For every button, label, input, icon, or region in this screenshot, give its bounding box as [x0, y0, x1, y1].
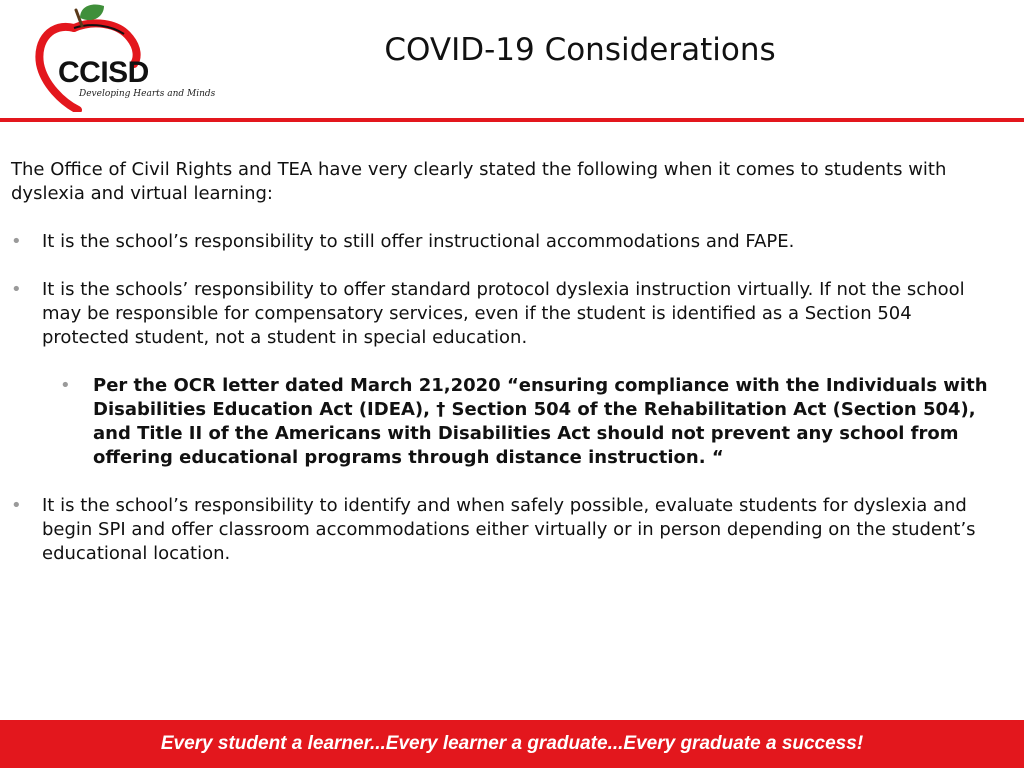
logo-name: CCISD	[58, 56, 149, 89]
footer-slogan: Every student a learner...Every learner a graduate...Every graduate a success!	[160, 733, 864, 754]
bullet-text: It is the school’s responsibility to still offer instructional accommodations and FAPE.	[42, 231, 795, 252]
slide-content	[11, 158, 1001, 566]
bullet-text: It is the schools’ responsibility to offer standard protocol dyslexia instruction virtually. If not the school may be responsible for compensatory services, even if the student is identified as a Section 504 protected student, not a student in special education.	[42, 279, 965, 348]
logo-tagline: Developing Hearts and Minds	[79, 89, 216, 99]
header-divider	[0, 118, 1024, 122]
list-item	[11, 230, 1001, 254]
bullet-icon: •	[11, 231, 22, 252]
footer-banner	[0, 720, 1024, 768]
ccisd-logo	[34, 4, 216, 112]
bullet-text: Per the OCR letter dated March 21,2020 “ensuring compliance with the Individuals with Disabilities Education Act (IDEA), † Section 504 of the Rehabilitation Act (Section 504), and Title II of the Americans with Disabilities Act should not prevent any school from offering educational programs through distance instruction. “	[93, 375, 988, 468]
list-item	[11, 278, 1001, 350]
bullet-icon: •	[11, 495, 22, 516]
bullet-text: It is the school’s responsibility to identify and when safely possible, evaluate students for dyslexia and begin SPI and offer classroom accommodations either virtually or in person depending on the student’s educational location.	[42, 495, 976, 564]
bullet-list	[11, 230, 1001, 566]
intro-paragraph: The Office of Civil Rights and TEA have very clearly stated the following when it comes to students with dyslexia and virtual learning:	[11, 159, 947, 204]
bullet-icon: •	[11, 279, 22, 300]
list-item	[11, 494, 1001, 566]
bullet-icon: •	[60, 375, 71, 396]
sub-list-item	[11, 374, 1001, 470]
page-title: COVID-19 Considerations	[384, 32, 776, 68]
leaf-icon	[80, 5, 104, 21]
